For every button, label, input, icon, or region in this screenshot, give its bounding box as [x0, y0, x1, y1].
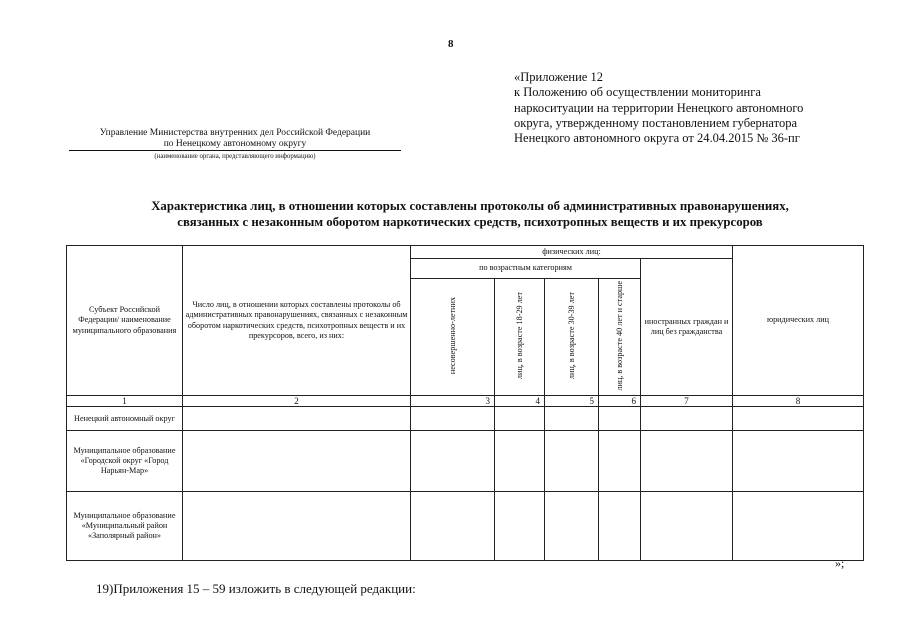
- row-label-naryan-mar: Муниципальное образование «Городской округ «Город Нарьян-Мар»: [67, 431, 183, 492]
- header-legal-entities: юридических лиц: [733, 246, 864, 396]
- column-number: 1: [67, 396, 183, 407]
- document-title: [100, 198, 840, 230]
- title-line-1: Характеристика лиц, в отношении которых составлены протоколы об административных правонарушениях,: [151, 199, 789, 213]
- reporting-agency: [70, 128, 400, 163]
- header-18-29: лиц, в возрасте 18-29 лет: [514, 291, 524, 379]
- table-row: [67, 407, 864, 431]
- page-number: 8: [448, 38, 454, 50]
- header-age-categories: по возрастным категориям: [411, 259, 641, 279]
- amendment-text: 19)Приложения 15 – 59 изложить в следующей редакции:: [96, 581, 416, 596]
- agency-line-2: по Ненецкому автономному округу: [69, 139, 401, 151]
- agency-note: (наименование органа, представляющего информацию): [154, 153, 316, 160]
- header-foreign: иностранных граждан и лиц без гражданства: [641, 259, 733, 396]
- header-18-29-cell: [495, 279, 545, 396]
- agency-line-1: Управление Министерства внутренних дел Российской Федерации: [99, 128, 371, 138]
- report-table: [66, 245, 864, 561]
- table-row: [67, 492, 864, 561]
- header-subject: Субъект Российской Федерации/ наименование муниципального образования: [67, 246, 183, 396]
- closing-quote: »;: [835, 556, 845, 570]
- row-label-nao: Ненецкий автономный округ: [67, 407, 183, 431]
- title-line-2: связанных с незаконным оборотом наркотических средств, психотропных веществ и их прекурсоров: [177, 215, 763, 229]
- appendix-line-2: к Положению об осуществлении мониторинга: [514, 85, 761, 100]
- appendix-line-5: Ненецкого автономного округа от 24.04.2015 № 36-пг: [514, 131, 800, 146]
- header-minors-cell: [411, 279, 495, 396]
- column-number-row: [67, 396, 864, 407]
- column-number: 6: [599, 396, 641, 407]
- header-minors: несовершенно-летних: [447, 296, 457, 374]
- row-label-zapolyarny: Муниципальное образование «Муниципальный район «Заполярный район»: [67, 492, 183, 561]
- column-number: 4: [495, 396, 545, 407]
- table-row: [67, 431, 864, 492]
- header-total: Число лиц, в отношении которых составлены протоколы об административных правонарушениях, связанных с незаконным оборотом наркотических средств, психотропных веществ и их прекурсоров, всего, из них:: [183, 246, 411, 396]
- appendix-line-4: округа, утвержденному постановлением губернатора: [514, 115, 797, 130]
- header-physical-persons: физических лиц:: [411, 246, 733, 259]
- column-number: 5: [545, 396, 599, 407]
- appendix-line-1: «Приложение 12: [514, 70, 603, 84]
- column-number: 7: [641, 396, 733, 407]
- column-number: 8: [733, 396, 864, 407]
- header-40-plus-cell: [599, 279, 641, 396]
- header-40-plus: лиц, в возрасте 40 лет и старше: [614, 280, 624, 391]
- column-number: 3: [411, 396, 495, 407]
- appendix-line-3: наркоситуации на территории Ненецкого автономного: [514, 100, 804, 115]
- appendix-reference: [514, 70, 894, 146]
- header-30-39-cell: [545, 279, 599, 396]
- header-30-39: лиц, в возрасте 30-39 лет: [566, 291, 576, 379]
- column-number: 2: [183, 396, 411, 407]
